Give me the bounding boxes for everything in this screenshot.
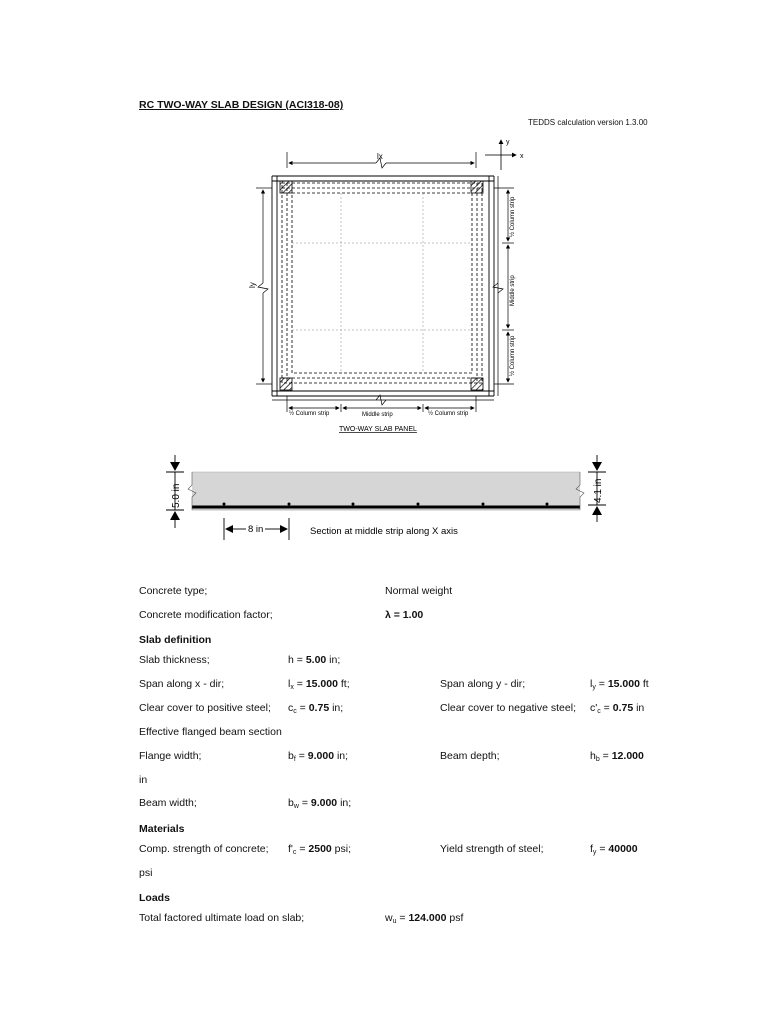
column-bottom-right (471, 378, 483, 390)
wu-label: Total factored ultimate load on slab; (139, 912, 305, 924)
mod-factor-label: Concrete modification factor; (139, 609, 273, 621)
slab-thickness-label: Slab thickness; (139, 654, 210, 666)
slab-section (188, 472, 584, 510)
cover-negative-value: $c'_c = 0.75$ in (590, 702, 645, 715)
right-half-column-strip-bottom: ½ Column strip (510, 335, 516, 376)
panel-caption: TWO-WAY SLAB PANEL (339, 426, 417, 433)
page-title: RC TWO-WAY SLAB DESIGN (ACI318-08) (139, 99, 344, 111)
right-half-column-strip-top: ½ Column strip (510, 196, 516, 237)
bar-spacing-label: 8 in (248, 524, 264, 535)
dimension-ly (256, 188, 272, 384)
flanged-section-heading: Effective flanged beam section (139, 726, 282, 738)
materials-heading: Materials (139, 823, 185, 835)
flange-width-label: Flange width; (139, 750, 202, 762)
cover-positive-label: Clear cover to positive steel; (139, 702, 271, 714)
bottom-half-column-strip-right: ½ Column strip (428, 411, 469, 417)
slab-thickness-dim-label: 5.0 in (171, 483, 182, 508)
columns (280, 181, 483, 390)
loads-heading: Loads (139, 892, 170, 904)
concrete-type-label: Concrete type; (139, 585, 208, 597)
flange-width-value: $b_f = 9.000$ in; (288, 750, 349, 763)
fc-label: Comp. strength of concrete; (139, 843, 269, 855)
beam-depth-value: $h_b = 12.000$ (590, 750, 644, 763)
span-y-value: $l_y = 15.000$ ft (590, 678, 649, 691)
slab-thickness-value: h = 5.00 in; (288, 654, 341, 666)
column-bottom-left (280, 378, 292, 390)
axis-indicator (485, 140, 516, 170)
span-y-label: Span along y - dir; (440, 678, 526, 690)
slab-outline (272, 176, 494, 396)
concrete-type-value: Normal weight (385, 585, 453, 597)
column-top-left (280, 181, 292, 193)
fc-value: $f'_c = 2500$ psi; (288, 843, 352, 856)
beam-depth-label: Beam depth; (440, 750, 500, 762)
span-x-label: Span along x - dir; (139, 678, 225, 690)
version-label: TEDDS calculation version 1.3.00 (528, 118, 648, 127)
fy-value: $f_y = 40000$ (590, 843, 638, 856)
beam-lines (282, 183, 482, 383)
fy-unit-wrap: psi (139, 867, 153, 879)
right-middle-strip: Middle strip (510, 275, 516, 306)
beam-depth-unit-wrap: in (139, 774, 148, 786)
section-caption: Section at middle strip along X axis (310, 526, 458, 537)
strip-lines (292, 193, 472, 373)
cover-positive-value: $c_c = 0.75$ in; (288, 702, 344, 715)
effective-depth-dim-label: 4.1 in (593, 478, 604, 503)
span-x-value: $l_x = 15.000$ ft; (288, 678, 350, 691)
bottom-middle-strip: Middle strip (362, 412, 393, 418)
wu-value: $w_u = 124.000$ psf (385, 912, 464, 925)
cover-negative-label: Clear cover to negative steel; (440, 702, 576, 714)
bottom-half-column-strip-left: ½ Column strip (289, 411, 330, 417)
ly-label: ly (248, 282, 257, 288)
axis-x-label: x (520, 153, 524, 160)
fy-label: Yield strength of steel; (440, 843, 544, 855)
slab-definition-heading: Slab definition (139, 634, 212, 646)
beam-width-label: Beam width; (139, 797, 197, 809)
lx-label: lx (377, 152, 383, 161)
axis-y-label: y (506, 139, 510, 146)
dimension-bottom (272, 395, 494, 412)
mod-factor-value: λ = 1.00 (385, 609, 424, 621)
column-top-right (471, 181, 483, 193)
beam-width-value: $b_w = 9.000$ in; (288, 797, 352, 810)
